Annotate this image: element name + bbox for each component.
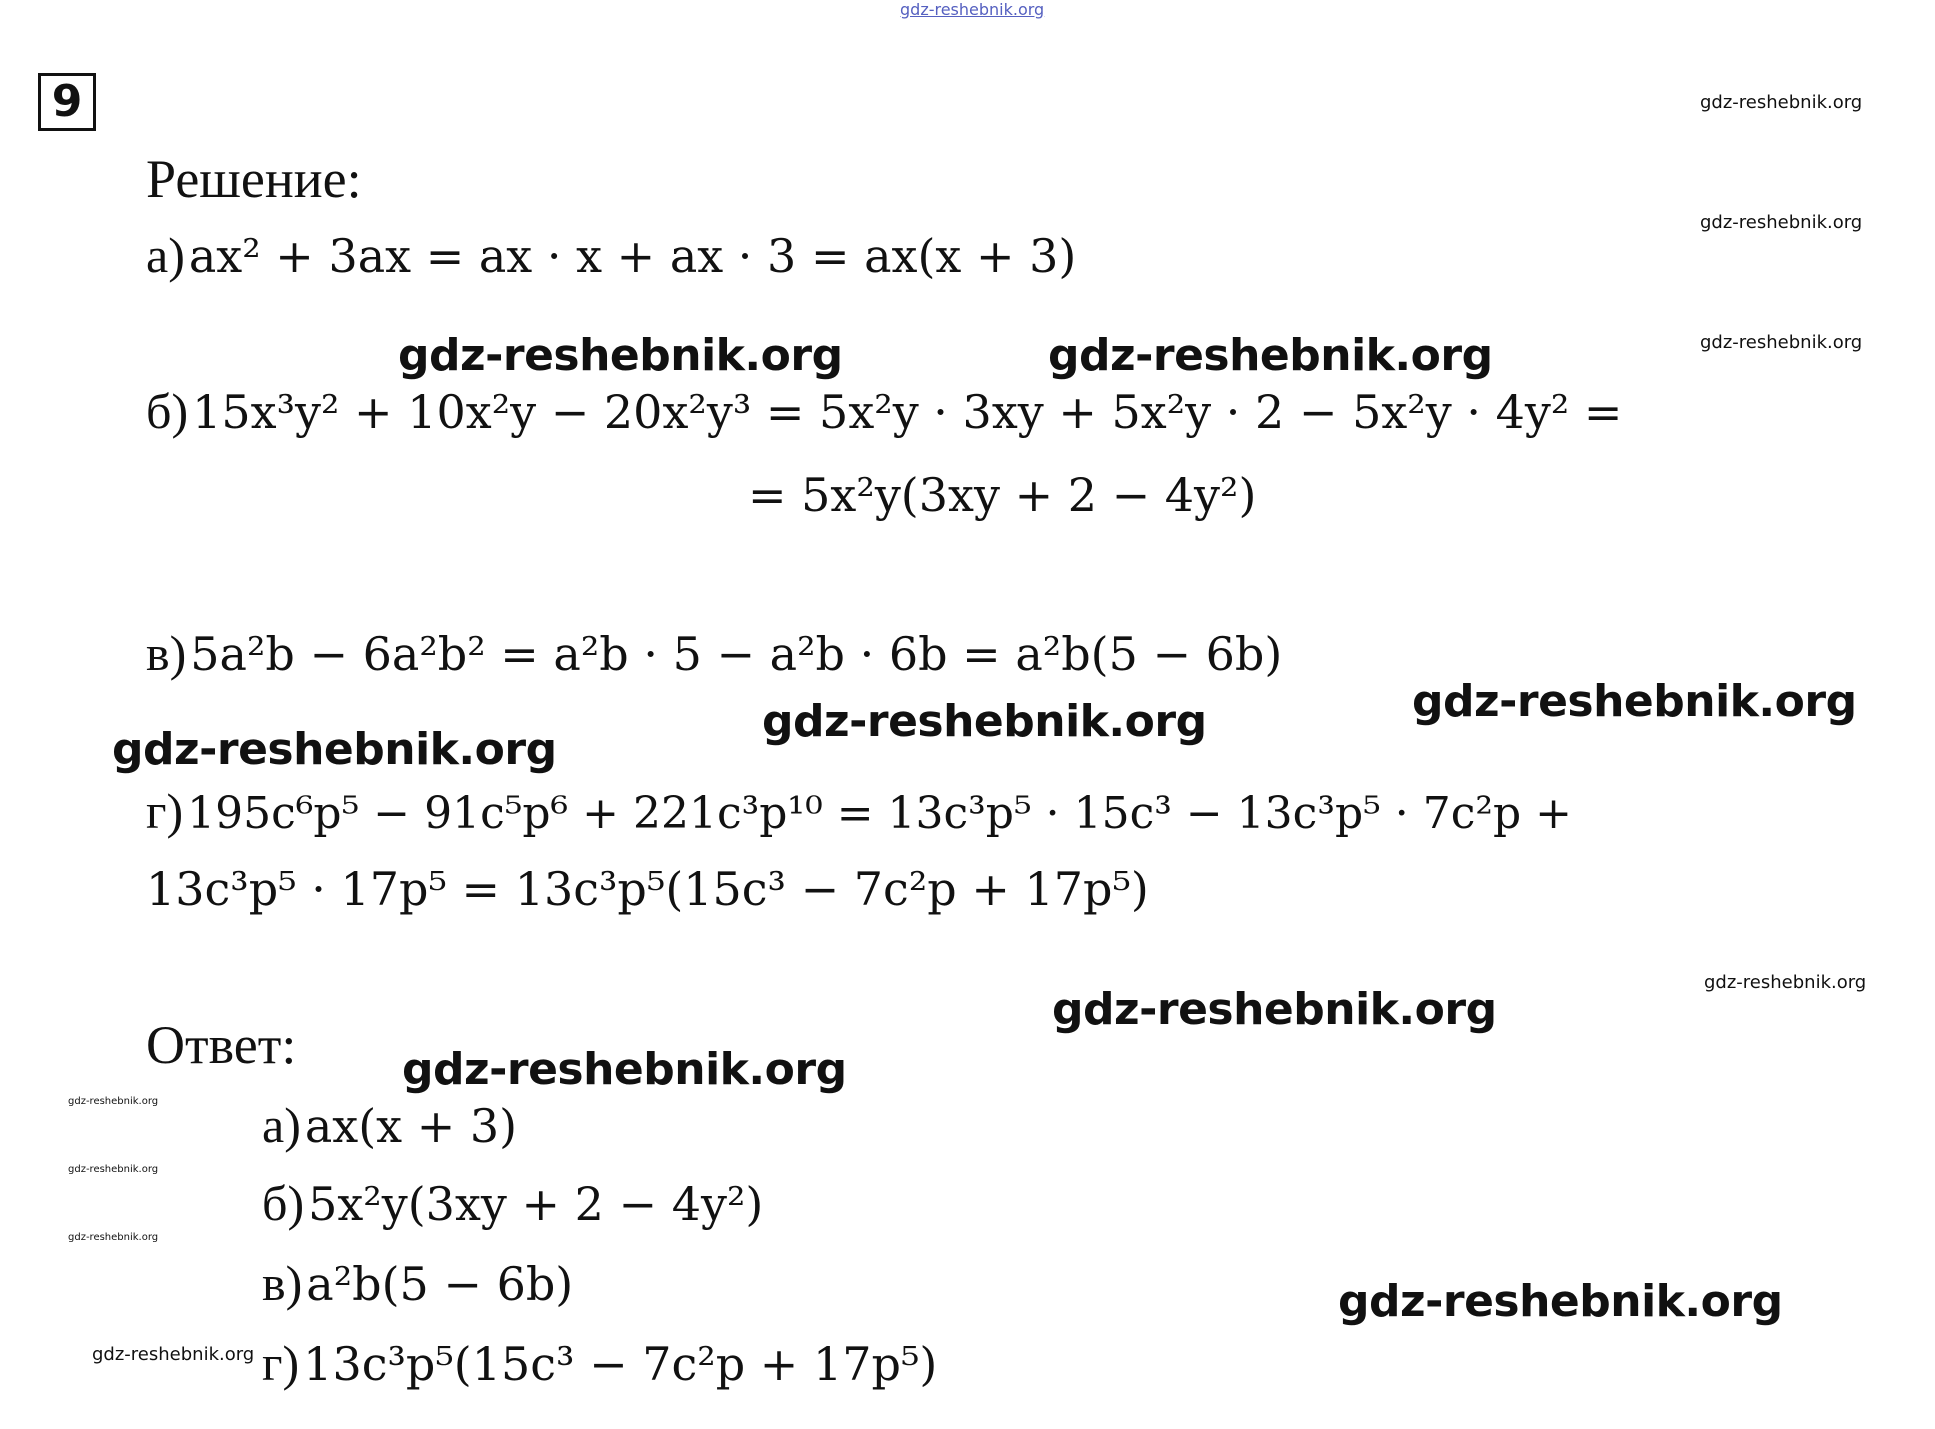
answer-label-g: г): [262, 1335, 300, 1391]
solution-g-math-line2: 13c³p⁵ · 17p⁵ = 13c³p⁵(15c³ − 7c²p + 17p⁵): [146, 862, 1149, 916]
solution-g: [146, 782, 1572, 840]
watermark-large: gdz-reshebnik.org: [1412, 676, 1857, 727]
watermark-top: gdz-reshebnik.org: [900, 0, 1045, 19]
answer-b-math: 5x²y(3xy + 2 − 4y²): [308, 1177, 764, 1231]
watermark-small: gdz-reshebnik.org: [1700, 212, 1863, 233]
solution-a-math: ax² + 3ax = ax · x + ax · 3 = ax(x + 3): [188, 229, 1077, 283]
label-g: г): [146, 783, 184, 839]
solution-a: [146, 226, 1076, 284]
watermark-large: gdz-reshebnik.org: [402, 1044, 847, 1095]
answer-heading: Ответ:: [146, 1015, 297, 1075]
answer-b: [262, 1174, 763, 1232]
watermark-tiny: gdz-reshebnik.org: [68, 1096, 159, 1107]
watermark-small: gdz-reshebnik.org: [1704, 972, 1867, 993]
watermark-small: gdz-reshebnik.org: [92, 1344, 255, 1365]
watermark-large: gdz-reshebnik.org: [112, 724, 557, 775]
solution-v: [146, 624, 1282, 682]
answer-a: [262, 1096, 517, 1154]
solution-b: [146, 382, 1622, 440]
watermark-small: gdz-reshebnik.org: [1700, 332, 1863, 353]
watermark-tiny: gdz-reshebnik.org: [68, 1232, 159, 1243]
label-b: б): [146, 383, 189, 439]
answer-g-math: 13c³p⁵(15c³ − 7c²p + 17p⁵): [303, 1337, 938, 1391]
watermark-large: gdz-reshebnik.org: [1048, 330, 1493, 381]
watermark-large: gdz-reshebnik.org: [1338, 1276, 1783, 1327]
watermark-large: gdz-reshebnik.org: [1052, 984, 1497, 1035]
answer-label-a: а): [262, 1097, 301, 1153]
solution-b-math-line1: 15x³y² + 10x²y − 20x²y³ = 5x²y · 3xy + 5x²y · 2 − 5x²y · 4y² =: [192, 385, 1623, 439]
label-a: а): [146, 227, 185, 283]
label-v: в): [146, 625, 187, 681]
solution-heading: Решение:: [146, 149, 362, 209]
answer-label-b: б): [262, 1175, 305, 1231]
answer-a-math: ax(x + 3): [304, 1099, 518, 1153]
watermark-large: gdz-reshebnik.org: [762, 696, 1207, 747]
solution-g-math-line1: 195c⁶p⁵ − 91c⁵p⁶ + 221c³p¹⁰ = 13c³p⁵ · 15c³ − 13c³p⁵ · 7c²p +: [187, 788, 1573, 839]
answer-v: [262, 1254, 573, 1312]
solution-b-math-line2: = 5x²y(3xy + 2 − 4y²): [748, 468, 1257, 522]
answer-g: [262, 1334, 937, 1392]
solution-v-math: 5a²b − 6a²b² = a²b · 5 − a²b · 6b = a²b(5 − 6b): [190, 627, 1283, 681]
answer-label-v: в): [262, 1255, 303, 1311]
watermark-large: gdz-reshebnik.org: [398, 330, 843, 381]
watermark-tiny: gdz-reshebnik.org: [68, 1164, 159, 1175]
problem-number: 9: [38, 73, 96, 131]
watermark-small: gdz-reshebnik.org: [1700, 92, 1863, 113]
answer-v-math: a²b(5 − 6b): [306, 1257, 574, 1311]
